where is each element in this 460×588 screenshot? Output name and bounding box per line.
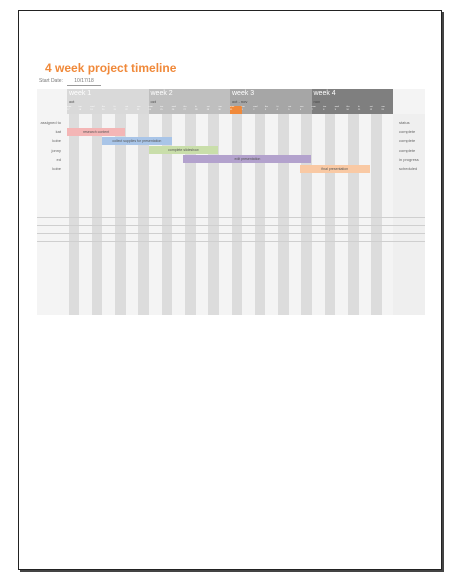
- task-bar[interactable]: edit presentation: [183, 155, 311, 163]
- day-date: 8: [323, 109, 325, 111]
- day-column: [325, 114, 336, 315]
- week-header: [67, 89, 149, 114]
- day-header: [102, 106, 114, 114]
- day-name: sat: [288, 106, 292, 108]
- day-header: [335, 106, 347, 114]
- day-header: [160, 106, 172, 114]
- day-header: [312, 106, 324, 114]
- day-name: fri: [113, 106, 116, 108]
- day-column: [255, 114, 266, 315]
- day-header: [230, 106, 242, 114]
- day-name: tue: [160, 106, 164, 108]
- month-label: oct - nov: [232, 99, 248, 104]
- status-column: [393, 114, 425, 315]
- day-header: [370, 106, 382, 114]
- day-header: [67, 106, 79, 114]
- day-name: thu: [264, 106, 268, 108]
- day-date: 18: [78, 109, 82, 111]
- row-divider: [37, 233, 425, 234]
- assignee-label: kat: [55, 129, 61, 135]
- day-name: wed: [253, 106, 258, 108]
- task-bar[interactable]: research content: [67, 128, 125, 136]
- day-header: [207, 106, 219, 114]
- day-header: [242, 106, 254, 114]
- status-label: complete: [399, 129, 416, 135]
- day-date: 25: [160, 109, 163, 111]
- month-label: oct: [150, 99, 156, 104]
- day-name: sun: [381, 106, 385, 108]
- day-header: [381, 106, 393, 114]
- day-date: 24: [148, 109, 151, 111]
- day-name: mon: [311, 106, 316, 108]
- day-header: [300, 106, 312, 114]
- month-label: oct: [69, 99, 75, 104]
- start-date-label: Start Date:: [39, 78, 63, 84]
- day-date: 31: [230, 109, 233, 111]
- day-header: [358, 106, 370, 114]
- day-header: [218, 106, 230, 114]
- day-column: [69, 114, 80, 315]
- day-name: thu: [101, 106, 105, 108]
- day-header: [79, 106, 91, 114]
- page-title: 4 week project timeline: [45, 61, 177, 75]
- day-date: 3: [264, 109, 267, 111]
- day-name: thu: [183, 106, 187, 108]
- day-column: [92, 114, 103, 315]
- week-header: [312, 89, 394, 114]
- document-page: [18, 10, 442, 570]
- day-date: 28: [195, 109, 198, 111]
- week-label: week 2: [150, 90, 173, 97]
- day-header: [172, 106, 184, 114]
- day-header: [288, 106, 300, 114]
- day-date: 10: [346, 109, 349, 111]
- day-column: [301, 114, 312, 315]
- day-name: sun: [136, 106, 141, 108]
- day-date: 7: [311, 109, 313, 111]
- day-name: sun: [218, 106, 222, 108]
- day-date: 19: [90, 109, 93, 111]
- day-header: [125, 106, 137, 114]
- day-name: wed: [334, 106, 339, 108]
- day-date: 4: [276, 109, 278, 111]
- day-date: 11: [358, 109, 361, 111]
- day-header: [195, 106, 207, 114]
- day-name: fri: [358, 106, 360, 108]
- week-header: [230, 89, 312, 114]
- day-date: 1: [241, 109, 243, 111]
- day-date: 27: [183, 109, 186, 111]
- day-name: tue: [323, 106, 327, 108]
- assignee-label: ed: [56, 156, 61, 162]
- status-label: complete: [399, 138, 416, 144]
- task-bar[interactable]: collect supplies for presentation: [102, 137, 172, 145]
- day-header: [277, 106, 289, 114]
- day-column: [232, 114, 243, 315]
- assignee-label: jonny: [51, 147, 61, 153]
- day-name: fri: [195, 106, 197, 108]
- day-header: [346, 106, 358, 114]
- day-date: 20: [101, 109, 105, 111]
- day-header: [183, 106, 195, 114]
- status-label: complete: [399, 147, 416, 153]
- day-header: [265, 106, 277, 114]
- day-date: 23: [136, 109, 140, 111]
- day-name: mon: [230, 106, 235, 108]
- day-date: 22: [125, 109, 128, 111]
- day-name: sun: [299, 106, 304, 108]
- day-header: [253, 106, 265, 114]
- status-label: scheduled: [399, 166, 418, 171]
- assignee-label: assigned to: [40, 120, 61, 125]
- day-name: tue: [78, 106, 82, 108]
- day-name: sat: [369, 106, 373, 108]
- day-date: 29: [206, 109, 210, 111]
- day-date: 5: [288, 109, 290, 111]
- day-column: [278, 114, 289, 315]
- day-name: wed: [171, 106, 176, 108]
- row-divider: [37, 217, 425, 218]
- assignee-label: kobe: [52, 166, 61, 171]
- task-bar[interactable]: complete slideshow: [149, 146, 219, 154]
- month-label: nov: [313, 99, 320, 104]
- status-label: status: [399, 120, 410, 125]
- week-label: week 4: [313, 90, 336, 97]
- day-header: [149, 106, 161, 114]
- day-date: 13: [381, 109, 384, 111]
- day-date: 9: [334, 109, 336, 111]
- day-name: tue: [241, 106, 245, 108]
- day-header: [90, 106, 102, 114]
- day-header: [137, 106, 149, 114]
- timeline-grid: [37, 89, 425, 315]
- day-date: 30: [218, 109, 221, 111]
- day-date: 17: [67, 109, 70, 111]
- row-divider: [37, 241, 425, 242]
- day-name: sat: [206, 106, 210, 108]
- assignee-label: kobe: [52, 138, 61, 144]
- day-column: [185, 114, 196, 315]
- task-bar[interactable]: final presentation: [300, 165, 370, 173]
- day-date: 21: [113, 109, 116, 111]
- day-name: fri: [276, 106, 279, 108]
- day-date: 2: [253, 109, 255, 111]
- day-column: [208, 114, 219, 315]
- day-name: mon: [148, 106, 153, 108]
- week-label: week 1: [69, 90, 92, 97]
- week-header: [149, 89, 231, 114]
- day-name: thu: [346, 106, 350, 108]
- day-date: 6: [299, 109, 302, 111]
- week-label: week 3: [232, 90, 255, 97]
- day-name: mon: [67, 106, 72, 108]
- day-name: sat: [125, 106, 129, 108]
- day-header: [114, 106, 126, 114]
- day-date: 12: [369, 109, 373, 111]
- day-name: wed: [90, 106, 95, 108]
- day-date: 26: [171, 109, 175, 111]
- row-divider: [37, 225, 425, 226]
- day-header: [323, 106, 335, 114]
- day-column: [348, 114, 359, 315]
- status-label: in progress: [399, 156, 419, 162]
- day-column: [371, 114, 382, 315]
- start-date-field[interactable]: 10/17/18: [67, 78, 101, 86]
